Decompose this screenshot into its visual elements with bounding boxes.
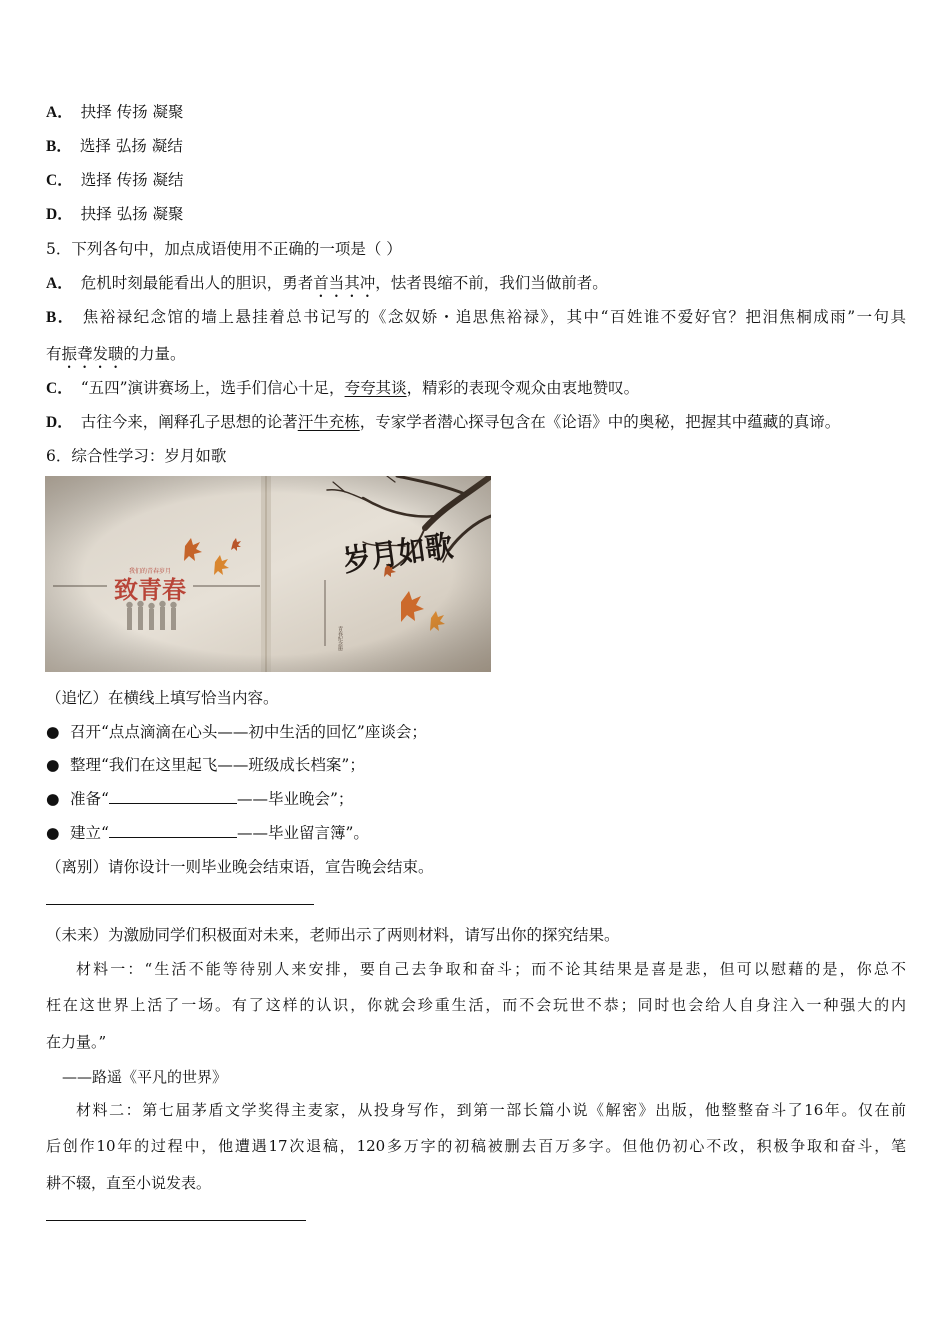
q5-option-d: D． 古往今来，阐释孔子思想的论著汗牛充栋，专家学者潜心探寻包含在《论语》中的奥秘，把握其中蕴藏的真谛。 [46, 413, 841, 431]
image-small-caption: 我们的青春岁月 [128, 568, 172, 575]
bullet-4: ● 建立“ ——毕业留言簿”。 [46, 824, 369, 842]
q5-option-a: A． 危机时刻最能看出人的胆识，勇者首当其冲，怯者畏缩不前，我们当做前者。 [46, 274, 608, 292]
material-2-line1: 材料二：第七届茅盾文学奖得主麦家，从投身写作，到第一部长篇小说《解密》出版，他整整奋斗了16年。仅在前 [76, 1101, 906, 1119]
material-1-line1: 材料一：“生活不能等待别人来安排，要自己去争取和奋斗；而不论其结果是喜是悲，但可以慰藉的是，你总不 [76, 960, 906, 978]
option-a: A． 抉择 传扬 凝聚 [46, 103, 184, 121]
q5-option-b-line1: B． 焦裕禄纪念馆的墙上悬挂着总书记写的《念奴娇・追思焦裕禄》，其中“百姓谁不爱好官？把泪焦桐成雨”一句具 [46, 308, 906, 326]
image-right-subtitle: 青春纪念册 [337, 626, 343, 651]
material-2-line2: 后创作10年的过程中，他遭遇17次退稿，120多万字的初稿被删去百万多字。但他仍初心不改，积极争取和奋斗，笔 [46, 1137, 906, 1155]
image-right-title: 岁月如歌 [341, 527, 465, 579]
option-d: D． 抉择 弘扬 凝聚 [46, 205, 184, 223]
youth-song-image [45, 476, 491, 672]
bullet-1: ● 召开“点点滴滴在心头——初中生活的回忆”座谈会； [46, 723, 427, 741]
bullet-dot-icon: ● [46, 824, 60, 842]
bullet-2: ● 整理“我们在这里起飞——班级成长档案”； [46, 756, 365, 774]
parting-prompt: （离别）请你设计一则毕业晚会结束语，宣告晚会结束。 [46, 858, 434, 876]
material-1-line3: 在力量。” [46, 1033, 107, 1051]
option-b: B． 选择 弘扬 凝结 [46, 137, 183, 155]
answer-line[interactable] [46, 1220, 306, 1221]
q5-option-b-line2: 有振聋发聩的力量。 [46, 345, 186, 363]
bullet-dot-icon: ● [46, 790, 60, 808]
answer-blank[interactable] [109, 788, 237, 804]
material-1-source: ——路遥《平凡的世界》 [62, 1068, 228, 1086]
question-5-stem: 5．下列各句中，加点成语使用不正确的一项是（ ） [46, 240, 402, 258]
image-left-title: 致青春 [114, 575, 186, 604]
recall-intro: （追忆）在横线上填写恰当内容。 [46, 689, 279, 707]
option-c: C． 选择 传扬 凝结 [46, 171, 184, 189]
material-2-line3: 耕不辍，直至小说发表。 [46, 1174, 212, 1192]
q5-option-c: C． “五四”演讲赛场上，选手们信心十足，夸夸其谈，精彩的表现令观众由衷地赞叹。 [46, 379, 640, 397]
bullet-3: ● 准备“ ——毕业晚会”； [46, 790, 354, 808]
bullet-dot-icon: ● [46, 723, 60, 741]
future-prompt: （未来）为激励同学们积极面对未来，老师出示了两则材料，请写出你的探究结果。 [46, 926, 620, 944]
material-1-line2: 枉在这世界上活了一场。有了这样的认识，你就会珍重生活，而不会玩世不恭；同时也会给人自身注入一种强大的内 [46, 996, 906, 1014]
bullet-dot-icon: ● [46, 756, 60, 774]
question-6-title: 6．综合性学习：岁月如歌 [46, 447, 227, 465]
answer-line[interactable] [46, 904, 314, 905]
answer-blank[interactable] [109, 822, 237, 838]
